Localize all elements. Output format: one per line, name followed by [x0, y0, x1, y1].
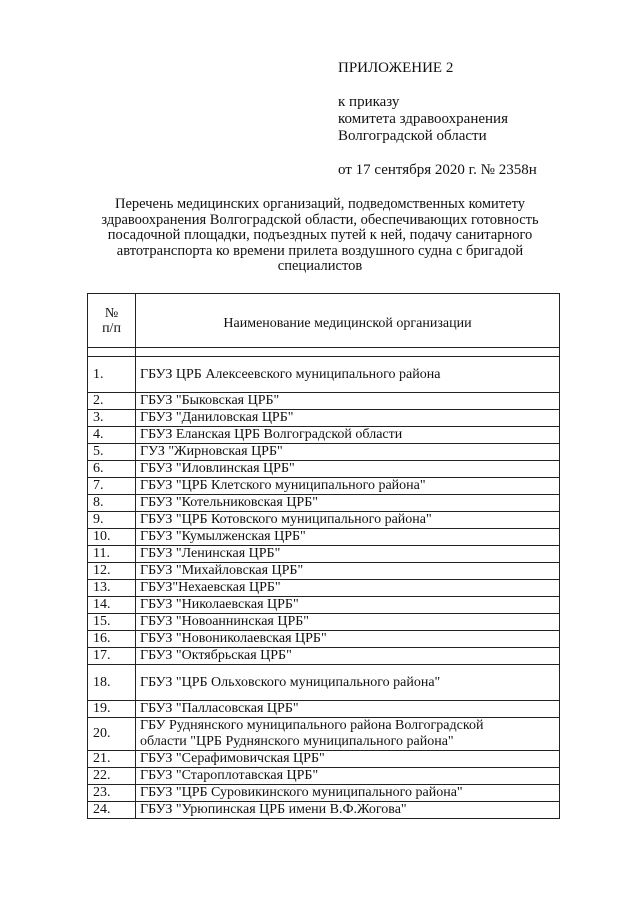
org-name: ГБУЗ"Нехаевская ЦРБ": [136, 580, 560, 597]
org-name: ГУЗ "Жирновская ЦРБ": [136, 444, 560, 461]
org-name: ГБУЗ "Даниловская ЦРБ": [136, 410, 560, 427]
table-row: 19. ГБУЗ "Палласовская ЦРБ": [88, 701, 560, 718]
table-row: 17. ГБУЗ "Октябрьская ЦРБ": [88, 648, 560, 665]
org-name: ГБУЗ "Николаевская ЦРБ": [136, 597, 560, 614]
table-row: 21. ГБУЗ "Серафимовичская ЦРБ": [88, 751, 560, 768]
org-name: ГБУЗ "Быковская ЦРБ": [136, 393, 560, 410]
org-name: ГБУЗ "Котельниковская ЦРБ": [136, 495, 560, 512]
appendix-title: ПРИЛОЖЕНИЕ 2: [338, 60, 454, 76]
table-row: 7. ГБУЗ "ЦРБ Клетского муниципального района": [88, 478, 560, 495]
table-row: 8. ГБУЗ "Котельниковская ЦРБ": [88, 495, 560, 512]
org-name: ГБУЗ "Серафимовичская ЦРБ": [136, 751, 560, 768]
table-spacer-row: [88, 348, 560, 357]
org-name: ГБУЗ "Ленинская ЦРБ": [136, 546, 560, 563]
org-name: ГБУЗ "Новоаннинская ЦРБ": [136, 614, 560, 631]
org-name: ГБУЗ "Иловлинская ЦРБ": [136, 461, 560, 478]
appendix-line: Волгоградской области: [338, 128, 487, 144]
org-name: ГБУЗ "ЦРБ Котовского муниципального района": [136, 512, 560, 529]
org-name: ГБУЗ "Староплотавская ЦРБ": [136, 768, 560, 785]
table-row: 14. ГБУЗ "Николаевская ЦРБ": [88, 597, 560, 614]
table-row: 13. ГБУЗ"Нехаевская ЦРБ": [88, 580, 560, 597]
table-header-row: [88, 294, 560, 348]
table-row: 16. ГБУЗ "Новониколаевская ЦРБ": [88, 631, 560, 648]
org-name: ГБУЗ Еланская ЦРБ Волгоградской области: [136, 427, 560, 444]
table-row: 6. ГБУЗ "Иловлинская ЦРБ": [88, 461, 560, 478]
heading-line: специалистов: [277, 258, 363, 274]
org-name: ГБУЗ "Октябрьская ЦРБ": [136, 648, 560, 665]
table-row: 12. ГБУЗ "Михайловская ЦРБ": [88, 563, 560, 580]
table-row: 10. ГБУЗ "Кумылженская ЦРБ": [88, 529, 560, 546]
table-row: 3. ГБУЗ "Даниловская ЦРБ": [88, 410, 560, 427]
organizations-table: [87, 293, 560, 819]
org-name: ГБУЗ "Кумылженская ЦРБ": [136, 529, 560, 546]
org-name: ГБУЗ "ЦРБ Ольховского муниципального района": [136, 665, 560, 701]
table-row: 5. ГУЗ "Жирновская ЦРБ": [88, 444, 560, 461]
appendix-line: комитета здравоохранения: [338, 111, 508, 127]
org-name: ГБУЗ ЦРБ Алексеевского муниципального района: [136, 357, 560, 393]
table-row: 9. ГБУЗ "ЦРБ Котовского муниципального района": [88, 512, 560, 529]
org-name: ГБУЗ "Михайловская ЦРБ": [136, 563, 560, 580]
org-name: ГБУЗ "Палласовская ЦРБ": [136, 701, 560, 718]
appendix-line: к приказу: [338, 94, 400, 110]
org-name: ГБУЗ "Новониколаевская ЦРБ": [136, 631, 560, 648]
table-row: 15. ГБУЗ "Новоаннинская ЦРБ": [88, 614, 560, 631]
org-name: ГБУЗ "Урюпинская ЦРБ имени В.Ф.Жогова": [136, 802, 560, 819]
order-date: от 17 сентября 2020 г. № 2358н: [338, 162, 537, 178]
table-row: 1. ГБУЗ ЦРБ Алексеевского муниципального района: [88, 357, 560, 393]
heading-line: здравоохранения Волгоградской области, обеспечивающих готовность: [101, 211, 539, 228]
table-row: 24. ГБУЗ "Урюпинская ЦРБ имени В.Ф.Жогова": [88, 802, 560, 819]
org-name: ГБУЗ "ЦРБ Клетского муниципального района": [136, 478, 560, 495]
table-row: 22. ГБУЗ "Староплотавская ЦРБ": [88, 768, 560, 785]
org-name: ГБУЗ "ЦРБ Суровикинского муниципального района": [136, 785, 560, 802]
table-row: 11. ГБУЗ "Ленинская ЦРБ": [88, 546, 560, 563]
document-heading: [80, 197, 560, 275]
table-row: 20. ГБУ Руднянского муниципального района Волгоградской области "ЦРБ Руднянского муниципального района": [88, 718, 560, 751]
table-row: 23. ГБУЗ "ЦРБ Суровикинского муниципального района": [88, 785, 560, 802]
column-header-name: Наименование медицинской организации: [136, 294, 560, 348]
table-row: 4. ГБУЗ Еланская ЦРБ Волгоградской области: [88, 427, 560, 444]
heading-line: Перечень медицинских организаций, подведомственных комитету: [114, 196, 525, 212]
table-row: 2. ГБУЗ "Быковская ЦРБ": [88, 393, 560, 410]
org-name: ГБУ Руднянского муниципального района Волгоградской области "ЦРБ Руднянского муниципального района": [136, 718, 560, 751]
heading-line: автотранспорта ко времени прилета воздушного судна с бригадой: [116, 242, 524, 259]
heading-line: посадочной площадки, подъездных путей к ней, подачу санитарного: [107, 227, 533, 243]
column-header-number: № п/п: [88, 294, 136, 348]
table-row: 18. ГБУЗ "ЦРБ Ольховского муниципального района": [88, 665, 560, 701]
appendix-block: [338, 60, 537, 179]
